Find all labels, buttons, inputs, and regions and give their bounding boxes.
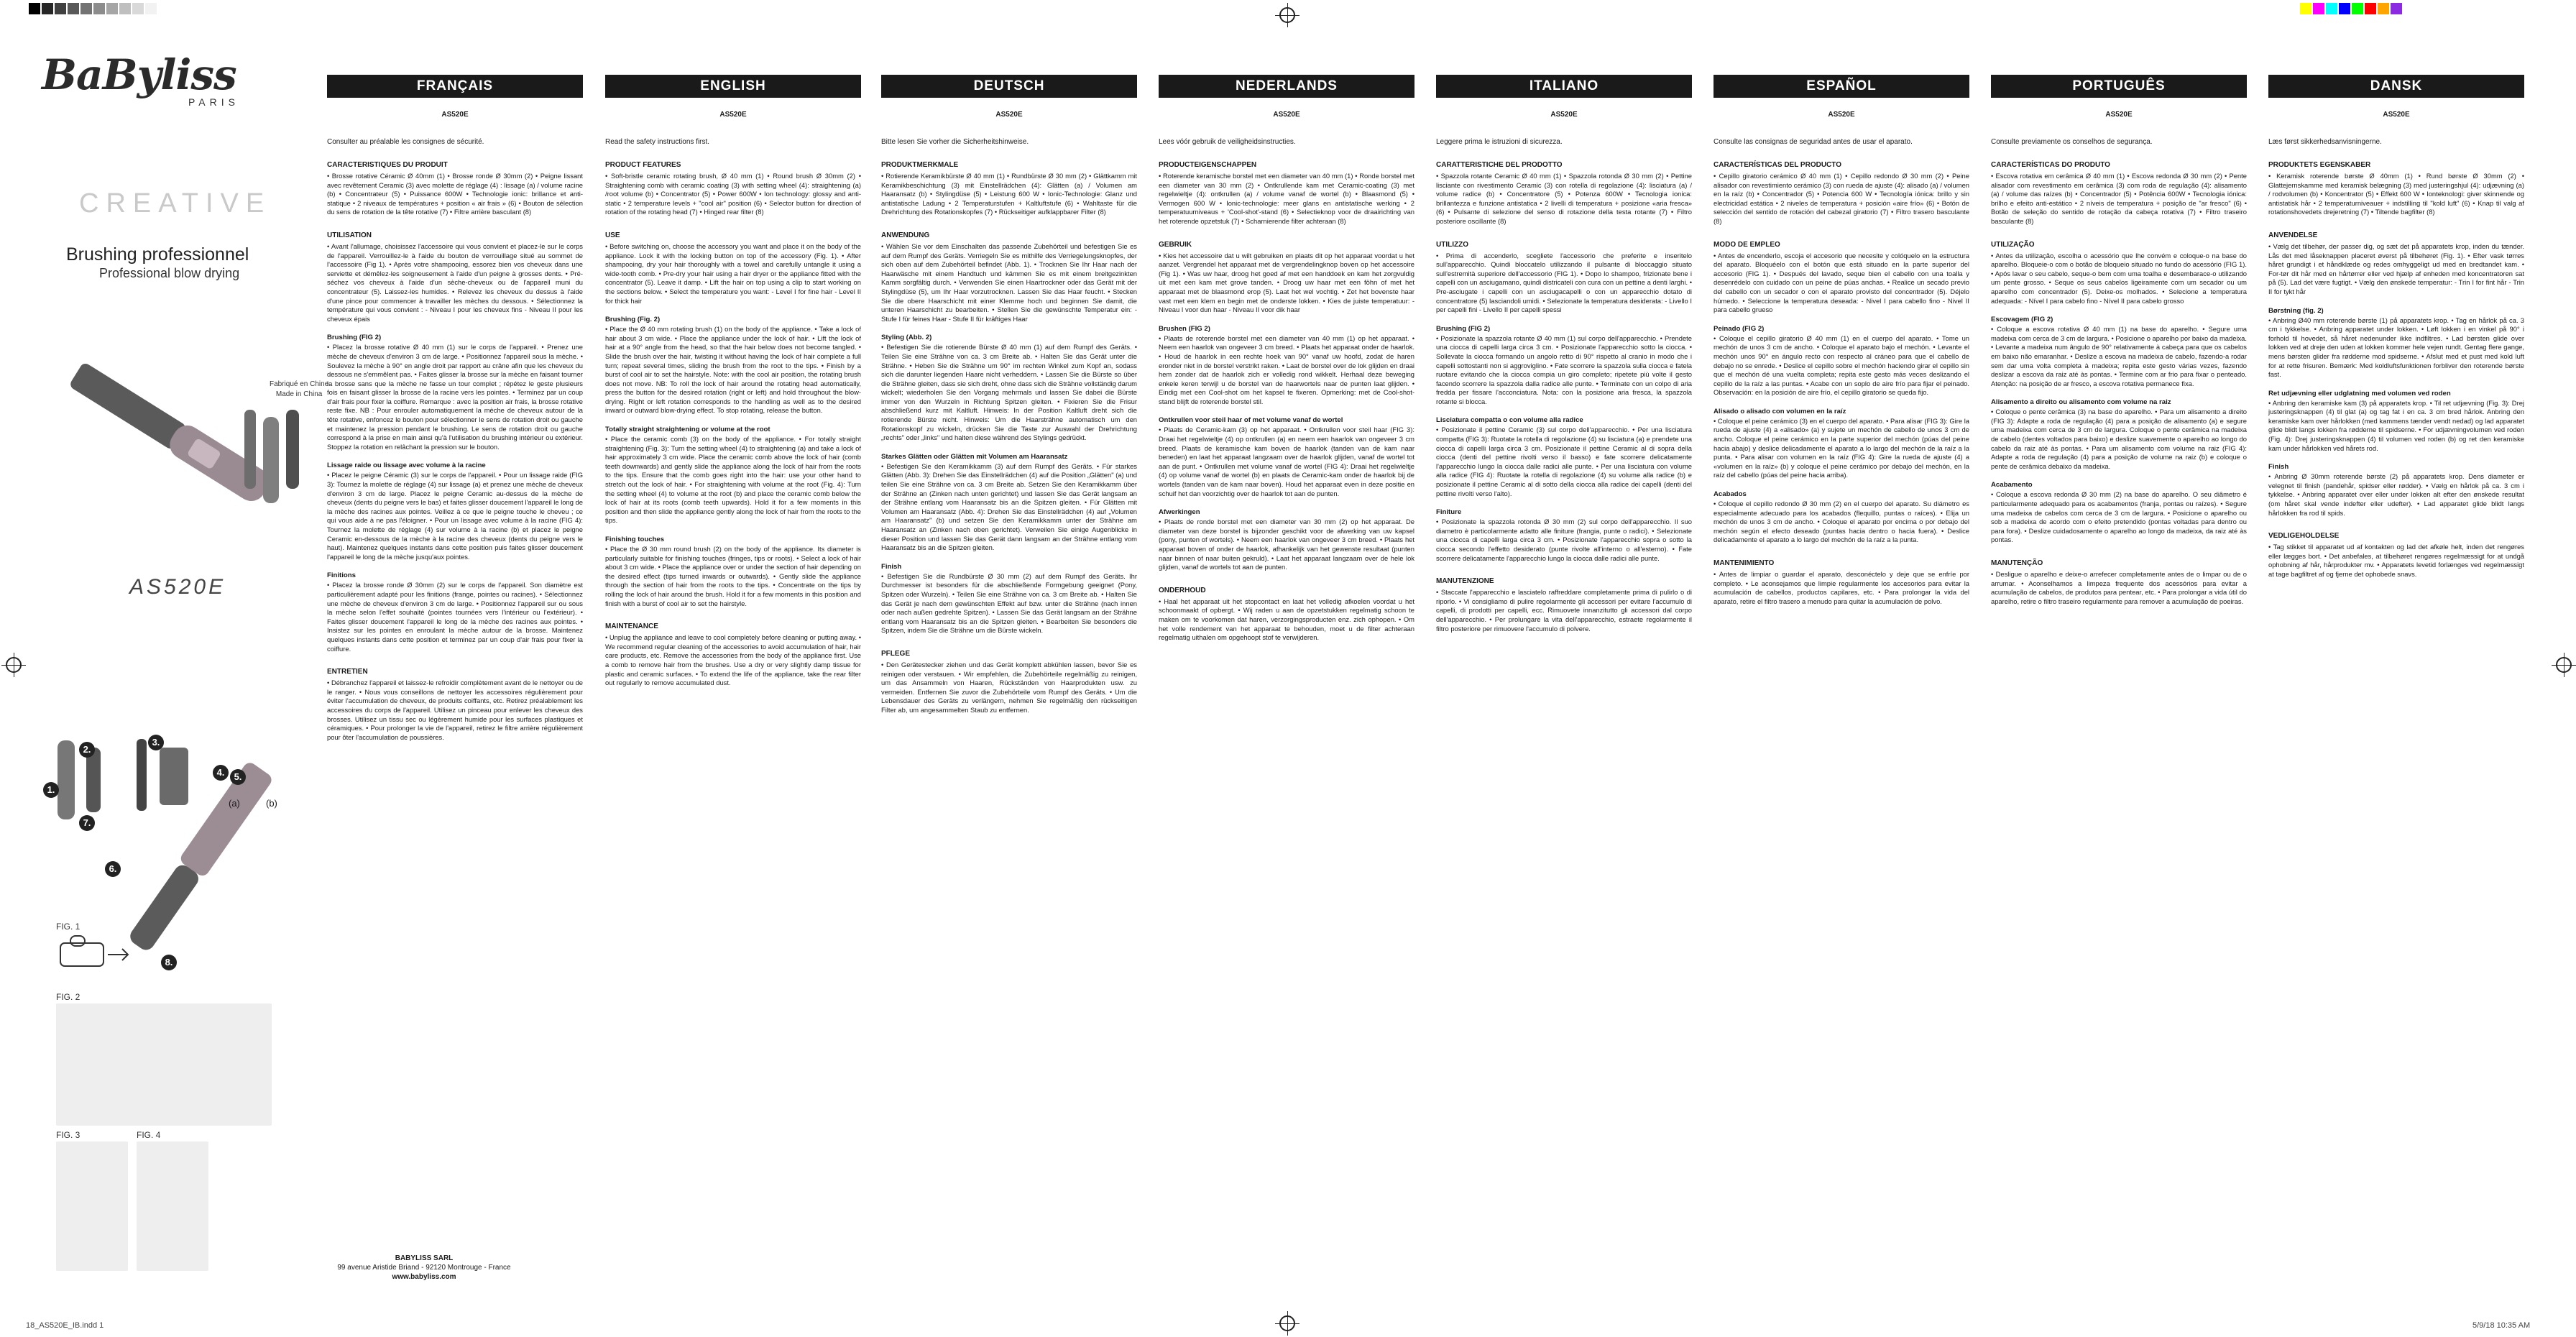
- instruction-section: [1714, 161, 1969, 226]
- section-body: • Posizionate la spazzola rotonda Ø 30 mm (2) sul corpo dell'apparecchio. Il suo diametro è particolarmente adatto alle finiture (frangia, punte o radici). • Selezionate una ciocca di capelli larga circa 3 cm. • Posizionate l'apparecchio sopra o sotto la ciocca secondo l'effetto desiderato (punte rivolte all'interno o all'esterno). • Fate scorrere delicatamente l'apparecchio lungo la ciocca dalle radici alle punte.: [1436, 518, 1692, 562]
- section-body: • Desligue o aparelho e deixe-o arrefecer completamente antes de o limpar ou de o arrumar. • Aconselhamos a limpeza frequente dos acessórios para evitar a acumulação de cabelos, de produtos para pentear, etc. • Para prolongar a vida útil do aparelho, retire o filtro traseiro regularmente para remover a acumulação de poeiras.: [1991, 570, 2247, 605]
- section-heading: UTILISATION: [327, 231, 372, 239]
- instruction-section: [2268, 390, 2524, 454]
- made-in-fr: Fabriqué en Chine: [270, 380, 329, 388]
- section-body: • Befestigen Sie den Keramikkamm (3) auf dem Rumpf des Geräts. • Für starkes Glätten (Abb. 3): Drehen Sie das Einstellrädchen (4) auf die Position „Glätten" (a) und teilen Sie eine Strähne von ca. 3 cm Breite ab. Setzen Sie den Keramikkamm über der Strähne an (Zinken nach unten gerichtet) und lassen Sie das Gerät langsam an der Strähne entlang vom Haaransatz bis an die Spitzen gleiten. • Für Glätten mit Volumen am Haaransatz (Abb. 4): Drehen Sie das Einstellrädchen (4) auf „Volumen am Haaransatz" (b) und setzen Sie den Keramikkamm unter der Strähne am Haaransatz an (Zinken nach oben gerichtet). Verweilen Sie einige Augenblicke in dieser Position und lassen Sie das Gerät dann langsam an der Strähne entlang vom Haaransatz bis an die Spitzen gleiten.: [881, 461, 1137, 552]
- instruction-section: [605, 231, 861, 305]
- section-heading: Finitions: [327, 571, 356, 580]
- section-heading: Alisado o alisado con volumen en la raíz: [1714, 407, 1846, 415]
- instruction-section: [327, 334, 583, 451]
- cover-title: Brushing professionnel: [66, 244, 249, 265]
- section-heading: ONDERHOUD: [1159, 586, 1206, 594]
- instruction-section: [605, 316, 861, 415]
- color-swatch: [2378, 3, 2389, 14]
- section-body: • Antes da utilização, escolha o acessório que lhe convém e coloque-o na base do aparelho. Bloqueie-o com o botão de bloqueio situado no fundo do acessório (FIG 1). • Após lavar o seu cabelo, seque-o bem com uma toalha e desembarace-o utilizando um pente grosso. • Seque os seus cabelos ligeiramente com um secador ou um aparelho com concentrador (5). Deixe-os molhados. • Selecione a temperatura adequada: - Nível I para cabelo fino - Nível II para cabelo grosso: [1991, 251, 2247, 305]
- section-body: • Plaats de roterende borstel met een diameter van 40 mm (1) op het apparaat. • Neem een haarlok van ongeveer 3 cm breed. • Plaats het apparaat onder de haarlok. • Houd de haarlok in een rechte hoek van 90° vanaf uw hoofd, zodat de haren eronder niet in de borstel verstrikt raken. • Laat de borstel over de lok glijden en draai hem zonder dat de haarlok zich er volledig rond wikkelt. Herhaal deze beweging enkele keren terwijl u de borstel van de haarwortels naar de punten laat glijden. • Eindig met een Cool-shot om het kapsel te fixeren. Opmerking: met de Cool-shot-stand blijft de roterende borstel stil.: [1159, 334, 1414, 405]
- color-swatch: [93, 3, 105, 14]
- slug-date: 5/9/18 10:35 AM: [2472, 1321, 2531, 1330]
- section-body: • Haal het apparaat uit het stopcontact en laat het volledig afkoelen voordat u het schoonmaakt of opbergt. • Wij raden u aan de opzetstukken regelmatig schoon te maken om te voorkomen dat haren, verzorgingsproducten enz. zich ophopen. • Om het volle rendement van het apparaat te behouden, moet u de filter achteraan regelmatig uithalen om opgehoopt stof te verwijderen.: [1159, 597, 1414, 642]
- instruction-section: [881, 231, 1137, 323]
- color-swatch: [29, 3, 40, 14]
- setting-a-label: (a): [229, 798, 240, 809]
- section-heading: CARACTERÍSTICAS DO PRODUTO: [1991, 161, 2110, 169]
- section-heading: UTILIZAÇÃO: [1991, 240, 2035, 249]
- section-body: • Prima di accenderlo, scegliete l'accessorio che preferite e inseritelo sull'apparecchio. Quindi bloccatelo utilizzando il pulsante di bloccaggio situato sull'estremità superiore dell'accessorio (FIG 1). • Dopo lo shampoo, frizionate bene i capelli con un asciugamano, quindi districateli con cura con un pettine a denti larghi. • Pre-asciugate i capelli con un asciugacapelli o con un apparecchio dotato di concentratore (5) lasciandoli umidi. • Selezionate la temperatura desiderata: - Livello I per capelli fini - Livello II per capelli spessi: [1436, 251, 1692, 314]
- company-name: BABYLISS SARL: [395, 1254, 454, 1262]
- section-body: • Unplug the appliance and leave to cool completely before cleaning or putting away. • We recommend regular cleaning of the accessories to avoid accumulation of hair, hair care products, etc. Remove the accessories from the body of the appliance first. Use a comb to remove hair from the brushes. Use a dry or very slightly damp tissue for plastic and ceramic surfaces. • To extend the life of the appliance, take the rear filter out regularly to remove accumulated dust.: [605, 633, 861, 687]
- section-body: • Plaats de Ceramic-kam (3) op het apparaat. • Ontkrullen voor steil haar (FIG 3): Draai het regelwieltje (4) op ontkrullen (a) en neem een haarlok van ongeveer 3 cm breed. Plaats de keramische kam boven de haarlok (tanden van de kam naar beneden) en laat het apparaat langzaam over de haarlok glijden, vanaf de wortel tot aan de punt. • Ontkrullen met volume vanaf de wortel (FIG 4): Draai het regelwieltje (4) op volume vanaf de wortel (b) en plaats de Ceramic-kam onder de haarlok bij de wortels (tanden van de kam naar boven). Houd het apparaat even in deze positie en schuif het dan voorzichtig over de haarlok tot aan de punten.: [1159, 426, 1414, 497]
- callout-4: 4.: [213, 765, 229, 781]
- instruction-section: [605, 161, 861, 217]
- section-body: • Den Gerätestecker ziehen und das Gerät komplett abkühlen lassen, bevor Sie es reinigen oder verstauen. • Wir empfehlen, die Zubehörteile regelmäßig zu reinigen, um das Ansammeln von Haaren, Rückständen von Haarprodukten usw. zu vermeiden. Entfernen Sie zuvor die Zubehörteile vom Rumpf des Geräts. • Um die Lebensdauer des Geräts zu verlängern, nehmen Sie regelmäßig den rückseitigen Filter ab, um angesammelten Staub zu entfernen.: [881, 660, 1137, 714]
- section-heading: MODO DE EMPLEO: [1714, 240, 1780, 249]
- brand-subtitle: PARIS: [188, 96, 239, 108]
- section-heading: Starkes Glätten oder Glätten mit Volumen am Haaransatz: [881, 452, 1068, 461]
- instruction-section: [881, 563, 1137, 635]
- section-body: • Before switching on, choose the accessory you want and place it on the body of the appliance. Lock it with the locking button on top of the accessory (Fig. 1). • After shampooing, dry your hair thoroughly with a towel and carefully untangle it using a wide-tooth comb. • Pre-dry your hair using a hair dryer or the appliance fitted with the concentrator (5). Leave it damp. • Lift the hair on top using a clip to start working on the sections below. • Select the temperature you want: - Level I for fine hair - Level II for thick hair: [605, 242, 861, 305]
- section-heading: PFLEGE: [881, 649, 911, 658]
- section-body: • Befestigen Sie die Rundbürste Ø 30 mm (2) auf dem Rumpf des Geräts. Ihr Durchmesser ist besonders für die abschließende Formgebung geeignet (Pony, Spitzen oder Wurzeln). • Teilen Sie eine Strähne von ca. 3 cm Breite ab. • Halten Sie das Gerät je nach dem gewünschten Effekt auf bzw. unter die Strähne (nach innen oder nach außen gedrehte Spitzen). • Lassen Sie das Gerät langsam an der Strähne entlang vom Haaransatz bis an die Spitzen gleiten. • Bearbeiten Sie besonders die Spitzen, indem Sie die Strähne um die Bürste wickeln.: [881, 571, 1137, 635]
- section-heading: Brushing (FIG 2): [1436, 324, 1491, 333]
- fig-4-photo: [137, 1141, 208, 1271]
- section-body: • Posizionate la spazzola rotante Ø 40 mm (1) sul corpo dell'apparecchio. • Prendete una ciocca di capelli larga circa 3 cm. • Posizionate l'apparecchio sotto la ciocca. • Sollevate la ciocca formando un angolo retto di 90° rispetto al cranio in modo che i capelli sottostanti non si aggroviglino. • Fate scorrere la spazzola sulla ciocca e fatela ruotare evitando che la ciocca compia un giro completo; ripetete più volte il gesto facendo scorrere la spazzola dalla radice alle punte. • Terminate con un colpo di aria fredda per fissare l'acconciatura. Nota: con la posizione aria fresca, la spazzola rotante si blocca.: [1436, 334, 1692, 405]
- company-address: [316, 1254, 532, 1282]
- setting-b-label: (b): [266, 798, 277, 809]
- made-in-text: [270, 380, 328, 400]
- section-body: • Tag stikket til apparatet ud af kontakten og lad det afkøle helt, inden det rengøres eller lægges bort. • Det anbefales, at tilbehøret rengøres regelmæssigt for at undgå ophobning af hår, hårprodukter mv. • Apparatets levetid forlænges ved regelmæssigt at tage bagfiltret af og fjerne det ophobede snavs.: [2268, 543, 2524, 578]
- callout-5: 5.: [230, 769, 246, 785]
- section-heading: Peinado (FIG 2): [1714, 324, 1765, 333]
- instruction-section: [605, 426, 861, 525]
- product-photo: [29, 288, 331, 589]
- language-header: NEDERLANDS: [1159, 75, 1414, 98]
- model-number: AS520E: [129, 575, 226, 599]
- section-body: • Anbring Ø 30mm roterende børste (2) på apparatets krop. Dens diameter er velegnet til finish (pandehår, spidser eller rødder). • Vælg en hårlok på ca. 3 cm i tykkelse. • Anbring apparatet over eller under lokken alt efter den ønskede resultat (om håret skal vende indefter eller udefter). • Lad apparatet glide blidt langs hårlokken fra rod til spids.: [2268, 472, 2524, 517]
- language-column: [1436, 75, 1692, 633]
- instruction-section: [1991, 481, 2247, 545]
- section-body: • Posizionate il pettine Ceramic (3) sul corpo dell'apparecchio. • Per una lisciatura compatta (FIG 3): Ruotate la rotella di regolazione (4) su lisciatura (a) e prendete una ciocca di capelli larga circa 3 cm. Posizionate il pettine Ceramic al di sopra della ciocca (denti del pettine rivolti verso il basso) e fate scorrere delicatamente l'apparecchio lungo la ciocca dalle radici alle punte. • Per una lisciatura con volume alla radice (FIG 4): Ruotate la rotella di regolazione (4) su volume alla radice (b) e posizionate il pettine Ceramic al di sotto della ciocca alla radice dei capelli (denti del pettine rivolti verso l'alto).: [1436, 426, 1692, 497]
- color-swatch: [42, 3, 53, 14]
- column-model-code: AS520E: [1550, 111, 1578, 119]
- section-heading: PRODUKTMERKMALE: [881, 161, 959, 169]
- registration-mark-left: [6, 657, 22, 673]
- safety-intro: Leggere prima le istruzioni di sicurezza.: [1436, 138, 1563, 146]
- instruction-section: [2268, 231, 2524, 297]
- brand-logo: BaByliss: [42, 50, 236, 99]
- section-body: • Rotierende Keramikbürste Ø 40 mm (1) • Rundbürste Ø 30 mm (2) • Glättkamm mit Keramikbeschichtung (3) mit Einstellrädchen (4): Glätten (a) / Volumen am Haaransatz (b) • Stylingdüse (5) • Leistung 600 W • Ionic-Technologie: Glanz und antistatische Ladung • 2 Temperaturstufen + Kaltluftstufe (6) • Wahltaste für die Drehrichtung des Rotationskopfes (7) • Rückseitiger aufklappbarer Filter (8): [881, 172, 1137, 216]
- section-body: • Placez la brosse rotative Ø 40 mm (1) sur le corps de l'appareil. • Prenez une mèche de cheveux d'environ 3 cm de large. • Positionnez l'appareil sous la mèche. • Soulevez la mèche à 90° en angle droit par rapport au crâne afin que les cheveux du dessous ne s'emmêlent pas. • Faites glisser la brosse sur la mèche en faisant tourner la brosse sans que la mèche ne fasse un tour complet ; répétez le geste plusieurs fois en faisant glisser la brosse de la racine vers les pointes. • Terminez par un coup d'air frais pour fixer la coiffure. Remarque : avec la position air frais, la brosse rotative reste fixe. NB : Pour enrouler automatiquement la mèche de cheveux autour de la tête rotative, enfoncez le bouton pour sélectionner le sens de rotation droit ou gauche et maintenez la pression pendant le brushing. Le sens de rotation droit ou gauche correspond à la prise en main ainsi qu'à l'utilisation du brushing intérieur ou extérieur. Stoppez la rotation en relâchant la pression sur le bouton.: [327, 343, 583, 451]
- section-body: • Brosse rotative Céramic Ø 40mm (1) • Brosse ronde Ø 30mm (2) • Peigne lissant avec revêtement Ceramic (3) avec molette de réglage (4) : lissage (a) / volume racine (b) • Concentrateur (5) • Puissance 600W • Technologie ionic: brillance et anti-statique • 2 niveaux de températures + position « air frais » (6) • Bouton de sélection du sens de rotation de la tête rotative (7) • Filtre arrière basculant (8): [327, 172, 583, 216]
- section-body: • Place the Ø 30 mm round brush (2) on the body of the appliance. Its diameter is particularly suitable for finishing touches (fringes, tips or roots). • Select a lock of hair about 3 cm wide. • Place the appliance over or under the section of hair depending on the desired effect (tips turned inwards or outwards). • Gently slide the appliance through the section of hair from the roots to the tips. • Concentrate on the tips by rolling the lock of hair around the brush. Hold it for a few moments in this position and finish with a burst of cool air to set the hairstyle.: [605, 545, 861, 607]
- section-heading: Afwerkingen: [1159, 508, 1200, 517]
- cover-subtitle: Professional blow drying: [99, 266, 240, 280]
- language-column: [881, 75, 1137, 715]
- language-header: ENGLISH: [605, 75, 861, 98]
- callout-8: 8.: [161, 955, 177, 970]
- color-swatch: [2300, 3, 2312, 14]
- instruction-section: [1714, 325, 1969, 398]
- column-model-code: AS520E: [1273, 111, 1300, 119]
- section-heading: GEBRUIK: [1159, 240, 1192, 249]
- instruction-section: [1714, 559, 1969, 606]
- section-body: • Débranchez l'appareil et laissez-le refroidir complètement avant de le nettoyer ou de le ranger. • Nous vous conseillons de nettoyer les accessoires régulièrement pour éviter l'accumulation de cheveux, de produits coiffants, etc. Retirez préalablement les accessoires du corps de l'appareil. Utilisez un pinceau pour enlever les cheveux des brosses. Utilisez un tissu sec ou légèrement humide pour les surfaces plastiques et céramiques. • Pour prolonger la vie de l'appareil, retirez le filtre arrière régulièrement pour ôter l'accumulation de poussières.: [327, 679, 583, 741]
- section-heading: VEDLIGEHOLDELSE: [2268, 532, 2340, 541]
- language-column: [2268, 75, 2524, 579]
- safety-intro: Bitte lesen Sie vorher die Sicherheitshinweise.: [881, 138, 1029, 146]
- callout-2: 2.: [79, 742, 95, 758]
- color-swatch: [2352, 3, 2363, 14]
- safety-intro: Consulter au préalable les consignes de sécurité.: [327, 138, 484, 146]
- section-body: • Place the Ø 40 mm rotating brush (1) on the body of the appliance. • Take a lock of hair about 3 cm wide. • Place the appliance under the lock of hair. • Lift the lock of hair at a 90° angle from the head, so that the hair below does not become tangled. • Slide the brush over the hair, twisting it without having the lock of hair complete a full turn; repeat several times, sliding the brush from the root to the tips. • Finish by a burst of cool air to set the hairstyle. Note: with the cool air position, the rotating brush does not move. NB: To roll the lock of hair around the rotating head automatically, press the button for the desired rotation (right or left) and hold throughout the blow-drying. Right or left rotation corresponds to the handling as well as to the desired inward or outward blow-drying effect. To stop rotating, release the button.: [605, 325, 861, 415]
- fig-2-label: FIG. 2: [56, 992, 80, 1002]
- instruction-section: [881, 334, 1137, 443]
- language-header: DEUTSCH: [881, 75, 1137, 98]
- section-heading: ANVENDELSE: [2268, 231, 2318, 239]
- instruction-section: [1159, 161, 1414, 226]
- section-body: • Coloque a escova rotativa Ø 40 mm (1) na base do aparelho. • Segure uma madeixa com cerca de 3 cm de largura. • Posicione o aparelho por baixo da madeixa. • Levante a madeixa num ângulo de 90° relativamente à cabeça para que os cabelos em baixo não emaranhar. • Deslize a escova na madeixa de cabelo, fazendo-a rodar sem dar uma volta completa à madeixa; repita este gesto várias vezes, fazendo deslizar a escova da raiz até às pontas. • Termine com ar frio para fixar o penteado. Atenção: na posição de ar fresco, a escova rotativa permanece fixa.: [1991, 325, 2247, 387]
- callout-1: 1.: [43, 782, 59, 798]
- made-in-en: Made in China: [275, 390, 323, 398]
- language-header: ITALIANO: [1436, 75, 1692, 98]
- instruction-section: [1991, 161, 2247, 226]
- color-swatch: [119, 3, 131, 14]
- section-heading: ENTRETIEN: [327, 668, 368, 676]
- column-model-code: AS520E: [1828, 111, 1855, 119]
- section-heading: MAINTENANCE: [605, 622, 658, 631]
- instruction-section: [1714, 490, 1969, 545]
- callout-3: 3.: [148, 735, 164, 750]
- instruction-section: [1991, 398, 2247, 471]
- section-body: • Staccate l'apparecchio e lasciatelo raffreddare completamente prima di pulirlo o di riporlo. • Vi consigliamo di pulire regolarmente gli accessori per evitare l'accumulo di capelli, di prodotti per capelli, ecc. Rimuovete innanzitutto gli accessori dal corpo dell'apparecchio. • Per prolungare la vita dell'apparecchio, estraete regolarmente il filtro posteriore per rimuovere l'accumulo di polvere.: [1436, 588, 1692, 633]
- fig-1-lock-diagram: [56, 933, 135, 976]
- section-heading: Acabamento: [1991, 481, 2033, 490]
- instruction-section: [1991, 559, 2247, 606]
- callout-7: 7.: [79, 815, 95, 831]
- color-swatch: [80, 3, 92, 14]
- section-heading: Ret udjævning eller udglatning med volumen ved roden: [2268, 389, 2451, 398]
- instruction-section: [1436, 241, 1692, 315]
- section-heading: USE: [605, 231, 620, 239]
- instruction-section: [1159, 508, 1414, 572]
- fig-3-photo: [56, 1141, 128, 1271]
- section-heading: Finish: [881, 562, 902, 571]
- section-heading: MANTENIMIENTO: [1714, 559, 1775, 567]
- section-body: • Spazzola rotante Ceramic Ø 40 mm (1) • Spazzola rotonda Ø 30 mm (2) • Pettine lisciante con rivestimento Ceramic (3) con rotella di regolazione (4): lisciatura (a) / volume radice (b) • Concentratore (5) • Potenza 600W • Tecnologia ionica: brillantezza e funzione antistatica • 2 livelli di temperatura + posizione «aria fresca» (6) • Pulsante di selezione del senso di rotazione della testa rotante (7) • Filtro posteriore oscillante (8): [1436, 172, 1692, 225]
- color-swatch: [2313, 3, 2324, 14]
- section-heading: CARATTERISTICHE DEL PRODOTTO: [1436, 161, 1563, 169]
- column-model-code: AS520E: [2105, 111, 2133, 119]
- registration-mark-top: [1279, 7, 1295, 23]
- instruction-section: [605, 536, 861, 608]
- color-swatch: [132, 3, 144, 14]
- safety-intro: Læs først sikkerhedsanvisningerne.: [2268, 138, 2382, 146]
- color-swatch: [2326, 3, 2337, 14]
- product-line: CREATIVE: [79, 188, 272, 219]
- instruction-section: [1436, 577, 1692, 633]
- fig-4-label: FIG. 4: [137, 1130, 161, 1140]
- instruction-section: [1159, 325, 1414, 407]
- instruction-section: [2268, 161, 2524, 217]
- section-heading: Brushing (FIG 2): [327, 334, 382, 342]
- section-heading: Finish: [2268, 463, 2289, 472]
- instruction-section: [2268, 463, 2524, 518]
- section-heading: Alisamento a direito ou alisamento com volume na raiz: [1991, 398, 2171, 407]
- safety-intro: Consulte previamente os conselhos de segurança.: [1991, 138, 2153, 146]
- column-model-code: AS520E: [441, 111, 469, 119]
- section-heading: Børstning (fig. 2): [2268, 306, 2324, 315]
- section-heading: Escovagem (FIG 2): [1991, 316, 2053, 324]
- language-header: PORTUGUÊS: [1991, 75, 2247, 98]
- section-body: • Coloque el peine cerámico (3) en el cuerpo del aparato. • Para alisar (FIG 3): Gire la rueda de ajuste (4) a «alisado» (a) y sujete un mechón de cabello de unos 3 cm de ancho. Coloque el peine cerámico en la parte superior del mechón (púas del peine hacia abajo) y deslice delicadamente el aparato a lo largo del mechón de la raíz a la punta. • Para alisar con volumen en la raíz (FIG 4): Gire la rueda de ajuste (4) a «volumen en la raíz» (b) y coloque el peine cerámico por debajo del mechón, en la raíz del cabello (púas del peine hacia arriba).: [1714, 416, 1969, 479]
- instruction-section: [327, 161, 583, 217]
- section-body: • Place the ceramic comb (3) on the body of the appliance. • For totally straight straightening (Fig. 3): Turn the setting wheel (4) to straightening (a) and take a lock of hair approximately 3 cm wide. Place the ceramic comb above the lock of hair (comb teeth downwards) and gently slide the appliance along the lock of hair from the roots to the tips. Ensure that the comb goes right into the hair: use your other hand to stretch out the lock of hair. • For straightening with volume at the root (Fig. 4): Turn the setting wheel (4) to volume at the root (b) and place the ceramic comb below the lock of hair at its roots (comb teeth upwards). Hold it for a few moments in this position and then slide the appliance gently along the lock of hair from the roots to the tips.: [605, 435, 861, 525]
- section-body: • Kies het accessoire dat u wilt gebruiken en plaats dit op het apparaat voordat u het aanzet. Vergrendel het apparaat met de vergrendelingknop boven op het accessoire (Fig 1). • Was uw haar, droog het goed af met een handdoek en kam het zorgvuldig uit met een kam met grove tanden. • Droog uw haar met een föhn of met het apparaat met de blaasmond erop (5). Laat het wel vochtig. • Zet het bovenste haar vast met een klem en begin met de onderste lokken. • Kies de juiste temperatuur: - Niveau I voor dun haar - Niveau II voor dik haar: [1159, 251, 1414, 314]
- section-body: • Wählen Sie vor dem Einschalten das passende Zubehörteil und befestigen Sie es auf dem Rumpf des Geräts. Verriegeln Sie es mithilfe des Verriegelungsknopfes, der sich oben auf dem Zubehörteil befindet (Abb. 1). • Trocknen Sie Ihr Haar nach der Haarwäsche mit einem Handtuch und kämmen Sie es mit einem breitgezinkten Kamm sorgfältig durch. • Verwenden Sie einen Haartrockner oder das Gerät mit der Stylingdüse (5), um Ihr Haar vorzutrocknen. Lassen Sie das Haar feucht. • Stecken Sie die obere Haarschicht mit einer Klemme hoch und beginnen Sie damit, die unteren Haarschicht zu bearbeiten. • Stellen Sie die gewünschte Temperatur ein: - Stufe I für feines Haar - Stufe II für kräftiges Haar: [881, 242, 1137, 323]
- section-body: • Escova rotativa em cerâmica Ø 40 mm (1) • Escova redonda Ø 30 mm (2) • Pente alisador com revestimento em cerâmica (3) com roda de regulação (4): alisamento (a) / volume das raízes (b) • Concentrador (5) • Potência 600W • Tecnologia iónica: brilho e efeito anti-estático • 2 níveis de temperatura + posição de "ar fresco" (6) • Botão de seleção do sentido de rotação da cabeça rotativa (7) • Filtro traseiro basculante (8): [1991, 172, 2247, 225]
- registration-mark-right: [2556, 657, 2572, 673]
- language-column: [605, 75, 861, 688]
- instruction-section: [1159, 416, 1414, 498]
- callout-6: 6.: [105, 861, 121, 877]
- column-model-code: AS520E: [719, 111, 747, 119]
- section-body: • Keramisk roterende børste Ø 40mm (1) • Rund børste Ø 30mm (2) • Glattejernskamme med keramisk belægning (3) med justeringshjul (4): udjævning (a) / rodvolumen (b) • Koncentrator (5) • Effekt 600 W • Ionteknologi: giver skinnende og antistatisk hår • 2 temperaturniveauer + indstilling til "kold luft" (6) • Knap til valg af rotationshovedets drejeretning (7) • Tiltende bagfilter (8): [2268, 172, 2524, 216]
- color-swatch: [2391, 3, 2402, 14]
- section-heading: MANUTENZIONE: [1436, 577, 1494, 586]
- section-heading: CARACTERÍSTICAS DEL PRODUCTO: [1714, 161, 1841, 169]
- section-body: • Anbring Ø40 mm roterende børste (1) på apparatets krop. • Tag en hårlok på ca. 3 cm i tykkelse. • Anbring apparatet under lokken. • Løft lokken i en vinkel på 90° i forhold til hovedet, så håret nedenunder ikke indfiltres. • Lad børsten glide over lokken ved at dreje den uden at lokken kommer hele vejen rundt. Gentag flere gange, mens børsten glider fra rødderne mod spidserne. • Afslut med et pust med kold luft for at rette frisuren. Bemærk: Med koldluftsfunktionen forbliver den roterende børste fast.: [2268, 316, 2524, 379]
- instruction-section: [327, 231, 583, 323]
- column-model-code: AS520E: [995, 111, 1023, 119]
- instruction-section: [881, 161, 1137, 217]
- language-header: DANSK: [2268, 75, 2524, 98]
- fig-2-photo: [56, 1003, 272, 1126]
- section-heading: PRODUCTEIGENSCHAPPEN: [1159, 161, 1257, 169]
- safety-intro: Lees vóór gebruik de veiligheidsinstructies.: [1159, 138, 1296, 146]
- section-heading: ANWENDUNG: [881, 231, 930, 239]
- instruction-section: [605, 622, 861, 688]
- instruction-section: [1436, 325, 1692, 407]
- section-body: • Anbring den keramiske kam (3) på apparatets krop. • Til ret udjævning (Fig. 3): Drej justeringsknappen (4) til glat (a) og tag fat i en ca. 3 cm bred hårlok. Anbring den keramiske kam over hårlokken (med kammens tænder vendt nedad) og lad apparatet glide blidt langs lokken fra rødderne til spidserne. • For udjævningvolumen ved roden (Fig. 4): Drej justeringsknappen (4) til volumen ved roden (b) og ret den keramiske kam under hårlokken ved hårets rod.: [2268, 398, 2524, 452]
- language-header: ESPAÑOL: [1714, 75, 1969, 98]
- section-body: • Soft-bristle ceramic rotating brush, Ø 40 mm (1) • Round brush Ø 30mm (2) • Straightening comb with ceramic coating (3) with setting wheel (4): straightening (a) /root volume (b) • Concentrator (5) • Power 600W • Ion technology: glossy and anti-static • 2 temperature levels + "cool air" position (6) • Selector button for direction of rotation of the rotating head (7) • Hinged rear filter (8): [605, 172, 861, 216]
- instruction-section: [1436, 161, 1692, 226]
- safety-intro: Consulte las consignas de seguridad antes de usar el aparato.: [1714, 138, 1913, 146]
- section-heading: Finishing touches: [605, 536, 665, 543]
- instruction-section: [327, 461, 583, 561]
- instruction-section: [1436, 508, 1692, 563]
- section-body: • Plaats de ronde borstel met een diameter van 30 mm (2) op het apparaat. De diameter van deze borstel is bijzonder geschikt voor de afwerking van uw kapsel (pony, punten of wortels). • Neem een haarlok van ongeveer 3 cm breed. • Plaats het apparaat boven of onder de haarlok, afhankelijk van het gewenste resultaat (punten naar binnen of naar buiten gekruld). • Laat het apparaat langzaam over de hele lok glijden, vanaf de wortels tot aan de punten.: [1159, 518, 1414, 571]
- section-body: • Coloque el cepillo redondo Ø 30 mm (2) en el cuerpo del aparato. Su diámetro es especialmente adecuado para los acabados (flequillo, puntas o raíces). • Elija un mechón de unos 3 cm de ancho. • Coloque el aparato por encima o por debajo del mechón según el efecto deseado (puntas hacia dentro o hacia fuera). • Deslice delicadamente el aparato a lo largo del mechón de la raíz a la punta.: [1714, 500, 1969, 544]
- section-body: • Coloque o pente cerâmica (3) na base do aparelho. • Para um alisamento a direito (FIG 3): Adapte a roda de regulação (4) para a posição de alisamento (a) e segure uma madeixa com cerca de 3 cm de largura. Coloque o pente cerâmica na madeixa de cabelo (dentes voltados para baixo) e deslize suavemente o aparelho ao longo do cabelo da raiz até às pontas. • Para um alisamento com volume na raiz (FIG 4): Adapte a roda de regulação (4) para a posição de volume na raiz (b) e coloque o pente de cerâmica debaixo da madeixa.: [1991, 408, 2247, 470]
- company-street: 99 avenue Aristide Briand - 92120 Montrouge - France: [337, 1264, 511, 1272]
- safety-intro: Read the safety instructions first.: [605, 138, 710, 146]
- language-column: [1159, 75, 1414, 643]
- fig-3-label: FIG. 3: [56, 1130, 80, 1140]
- instruction-section: [327, 571, 583, 653]
- instruction-section: [881, 453, 1137, 553]
- section-body: • Avant l'allumage, choisissez l'accessoire qui vous convient et placez-le sur le corps de l'appareil. Verrouillez-le à l'aide du bouton de verrouillage situé au sommet de l'accessoire (Fig 1). • Après votre shampooing, essorez bien vos cheveux dans une serviette et démêlez-les soigneusement à l'aide d'un peigne à grosses dents. • Pré-séchez vos cheveux à l'aide d'un sèche-cheveux ou de l'appareil muni du concentrateur (5). Laissez-les humides. • Relevez les cheveux du dessus à l'aide d'une pince pour commencer à travailler les mèches du dessous. • Sélectionnez la température qui vous convient : - Niveau I pour les cheveux fins - Niveau II pour les cheveux épais: [327, 242, 583, 323]
- language-column: [327, 75, 583, 742]
- section-body: • Vælg det tilbehør, der passer dig, og sæt det på apparatets krop, inden du tænder. Lås det med låseknappen placeret øverst på tilbehøret (Fig. 1). • Efter vask tørres håret grundigt i et håndklæde og redes omhyggeligt ud med en bredtandet kam. • For-tør dit hår med en hårtørrer eller ved hjælp af enheden med koncentratoren sat på (5). Lad det være fugtigt. • Vælg den ønskede temperatur: - Trin I for fint hår - Trin II for tykt hår: [2268, 242, 2524, 295]
- instruction-section: [327, 668, 583, 742]
- section-heading: UTILIZZO: [1436, 240, 1468, 249]
- section-heading: PRODUCT FEATURES: [605, 161, 681, 169]
- slug-file-name: 18_AS520E_IB.indd 1: [26, 1321, 104, 1330]
- section-body: • Placez le peigne Céramic (3) sur le corps de l'appareil. • Pour un lissage raide (FIG 3): Tournez la molette de réglage (4) sur lissage (a) et prenez une mèche de cheveux d'environ 3 cm de large. Placez le peigne Ceramic au-dessus de la mèche de cheveux (dents du peigne vers le bas) et faites glisser doucement l'appareil le long de la mèche des racines aux pointes. Veillez à ce que le peigne touche le cheveu ; ce qui vous aide à ne pas l'éloigner. • Pour un lissage avec volume à la racine (FIG 4): Tournez la molette de réglage (4) sur volume à la racine (b) et placez le peigne Ceramic en-dessous de la mèche à la racine des cheveux (dents du peigne vers le haut). Maintenez quelques instants dans cette position puis faites glisser doucement l'appareil le long de la mèche jusqu'aux pointes.: [327, 471, 583, 561]
- section-heading: PRODUKTETS EGENSKABER: [2268, 161, 2371, 169]
- section-body: • Coloque el cepillo giratorio Ø 40 mm (1) en el cuerpo del aparato. • Tome un mechón de unos 3 cm de ancho. • Coloque el aparato bajo el mechón. • Levante el mechón unos 90° en ángulo recto con respecto al cráneo para que el cabello de debajo no se enrede. • Deslice el cepillo sobre el mechón haciendo girar el cepillo sin que el mechón dé una vuelta completa; repita este gesto más veces deslizando el cepillo de la raíz a las puntas. • Acabe con un soplo de aire frío para fijar el peinado. Observación: en la posición de aire frío, el cepillo giratorio se queda fijo.: [1714, 334, 1969, 397]
- instruction-section: [1159, 587, 1414, 643]
- section-body: • Roterende keramische borstel met een diameter van 40 mm (1) • Ronde borstel met een diameter van 30 mm (2) • Ontkrullende kam met Ceramic-coating (3) met regelwieltje (4): ontkrullen (a) / volume vanaf de wortel (b) • Blaasmond (5) • Vermogen 600 W • Ionic-technologie: meer glans en antistatische werking • 2 temperatuurniveaus + 'Cool-shot'-stand (6) • Selectieknop voor de draairichting van het roterende opzetstuk (7) • Scharnierende filter achteraan (8): [1159, 172, 1414, 225]
- color-swatch: [106, 3, 118, 14]
- section-heading: Totally straight straightening or volume at the root: [605, 426, 770, 434]
- color-swatch: [2339, 3, 2350, 14]
- color-swatch: [68, 3, 79, 14]
- instruction-section: [2268, 532, 2524, 579]
- instruction-section: [1714, 241, 1969, 315]
- section-body: • Antes de limpiar o guardar el aparato, desconéctelo y deje que se enfríe por completo. • Le aconsejamos que limpie regularmente los accesorios para evitar la acumulación de cabellos, productos capilares, etc. • Para prolongar la vida del aparato, retire el filtro trasero a menudo para quitar la acumulación de polvo.: [1714, 570, 1969, 605]
- instruction-section: [1991, 316, 2247, 388]
- section-heading: Styling (Abb. 2): [881, 334, 932, 342]
- language-column: [1991, 75, 2247, 606]
- section-body: • Cepillo giratorio cerámico Ø 40 mm (1) • Cepillo redondo Ø 30 mm (2) • Peine alisador con revestimiento cerámico (3) con rueda de ajuste (4): alisado (a) / volumen en la raíz (b) • Concentrador (5) • Potencia 600 W • Tecnología iónica: brillo y sin electricidad estática • 2 niveles de temperatura + posición «aire frío» (6) • Botón de selección del sentido de rotación del cabezal giratorio (7) • Filtro trasero basculante (8): [1714, 172, 1969, 225]
- instruction-section: [1436, 416, 1692, 498]
- registration-mark-bottom: [1279, 1315, 1295, 1331]
- section-body: • Befestigen Sie die rotierende Bürste Ø 40 mm (1) auf dem Rumpf des Geräts. • Teilen Sie eine Strähne von ca. 3 cm Breite ab. • Halten Sie das Gerät unter die Strähne. • Heben Sie die Strähne um 90° im rechten Winkel zum Kopf an, sodass sich die darunter liegenden Haare nicht verheddern. • Lassen Sie die Bürste so über die Strähne gleiten, dass sie sich dreht, ohne dass sich die Strähne vollständig darum wickelt; wiederholen Sie den Vorgang mehrmals und lassen Sie dabei die Bürste immer von den Wurzeln in Richtung Spitzen gleiten. • Fixieren Sie die Frisur abschließend kurz mit Kaltluft. Hinweis: In der Position Kaltluft dreht sich die rotierende Bürste nicht. Hinweis: Um die Haarsträhne automatisch um den Rotationskopf zu wickeln, drücken Sie die Taste zur Auswahl der Drehrichtung „rechts" oder „links" und halten diese während des Stylings gedrückt.: [881, 343, 1137, 442]
- section-heading: Lisciatura compatta o con volume alla radice: [1436, 416, 1583, 425]
- section-body: • Placez la brosse ronde Ø 30mm (2) sur le corps de l'appareil. Son diamètre est particulièrement adapté pour les finitions (frange, pointes ou racines). • Sélectionnez une mèche de cheveux d'environ 3 cm de large. • Positionnez l'appareil sur ou sous la mèche selon l'effet souhaité (pointes tournées vers l'intérieur ou l'extérieur). • Faites glisser doucement l'appareil le long de la mèche des racines aux pointes. • Insistez sur les pointes en enroulant la mèche autour de la brosse. Maintenez quelques instants dans cette position et terminez par un coup d'air frais pour fixer la coiffure.: [327, 581, 583, 653]
- section-heading: Acabados: [1714, 490, 1747, 499]
- section-body: • Antes de encenderlo, escoja el accesorio que necesite y colóquelo en la estructura del aparato. Bloquéelo con el botón que está situado en la parte superior del accesorio (FIG 1). • Después del lavado, seque bien el cabello con una toalla y desenrédelo con cuidado con un peine de púas anchas. • Realice un secado previo del cabello con un secador o con el aparato provisto del concentrador (5). Déjelo húmedo. • Seleccione la temperatura deseada: - Nivel I para cabello fino - Nivel II para cabello grueso: [1714, 251, 1969, 314]
- section-heading: Brushen (FIG 2): [1159, 324, 1210, 333]
- instruction-section: [1714, 408, 1969, 480]
- section-heading: Lissage raide ou lissage avec volume à la racine: [327, 461, 486, 470]
- color-swatch: [55, 3, 66, 14]
- instruction-section: [1159, 241, 1414, 315]
- color-swatch: [2365, 3, 2376, 14]
- section-heading: Ontkrullen voor steil haar of met volume vanaf de wortel: [1159, 416, 1343, 425]
- company-website[interactable]: www.babyliss.com: [392, 1273, 456, 1281]
- fig-1-label: FIG. 1: [56, 922, 80, 932]
- section-heading: CARACTERISTIQUES DU PRODUIT: [327, 161, 448, 169]
- section-heading: Brushing (Fig. 2): [605, 316, 661, 324]
- instruction-section: [881, 650, 1137, 715]
- section-heading: Finiture: [1436, 508, 1462, 517]
- instruction-section: [1991, 241, 2247, 306]
- language-column: [1714, 75, 1969, 606]
- color-swatch: [145, 3, 157, 14]
- section-body: • Coloque a escova redonda Ø 30 mm (2) na base do aparelho. O seu diâmetro é particularmente adequado para os acabamentos (franja, pontas ou raízes). • Segure uma madeixa de cabelos com cerca de 3 cm de largura. • Posicione o aparelho ou sob a madeixa de acordo com o efeito pretendido (pontas voltadas para dentro ou para fora). • Deslize cuidadosamente o aparelho ao longo da madeixa, da raiz até às pontas.: [1991, 490, 2247, 544]
- instruction-section: [2268, 307, 2524, 380]
- section-heading: MANUTENÇÃO: [1991, 559, 2043, 567]
- column-model-code: AS520E: [2383, 111, 2410, 119]
- language-header: FRANÇAIS: [327, 75, 583, 98]
